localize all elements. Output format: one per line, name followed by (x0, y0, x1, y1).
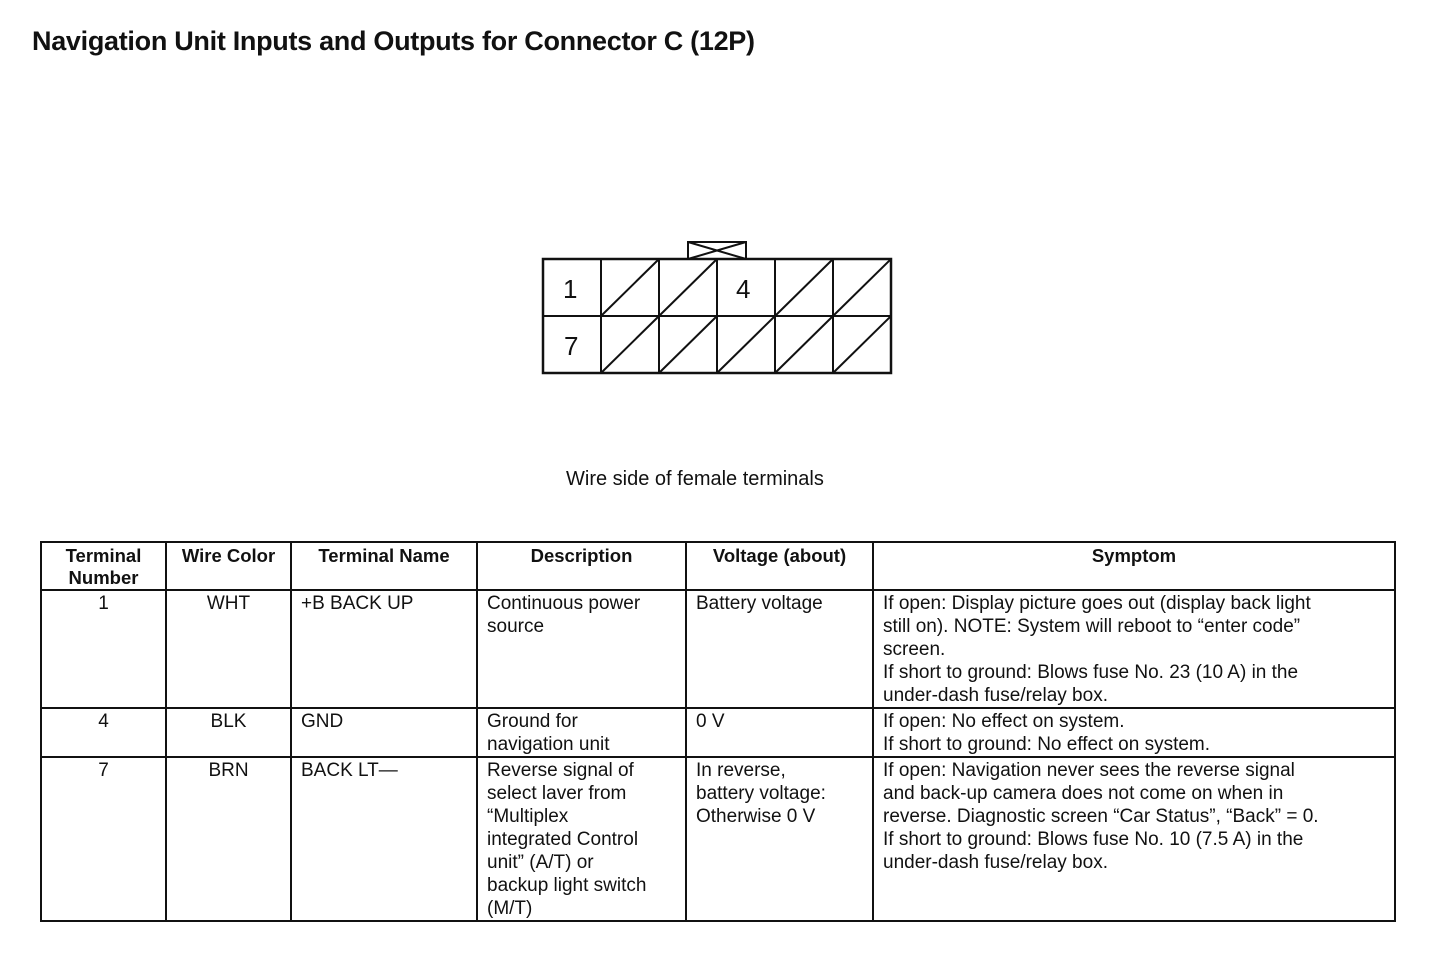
terminal-name-cell: GND (291, 708, 477, 757)
symptom-cell: If open: No effect on system. If short to ground: No effect on system. (873, 708, 1395, 757)
header-voltage: Voltage (about) (686, 542, 873, 590)
table-row (41, 757, 1395, 921)
terminal-name-cell: BACK LT— (291, 757, 477, 921)
description-cell: Continuous power source (477, 590, 686, 708)
terminal-number-cell: 4 (41, 708, 166, 757)
header-symptom: Symptom (873, 542, 1395, 590)
symptom-cell: If open: Navigation never sees the reverse signal and back-up camera does not come on when in reverse. Diagnostic screen “Car Status”, “Back” = 0. If short to ground: Blows fuse No. 10 (7.5 A) in the under-dash fuse/relay box. (873, 757, 1395, 921)
header-description: Description (477, 542, 686, 590)
wire-color-cell: BRN (166, 757, 291, 921)
connector-caption: Wire side of female terminals (566, 468, 824, 490)
voltage-cell: Battery voltage (686, 590, 873, 708)
description-cell: Ground for navigation unit (477, 708, 686, 757)
pin-label-1: 1 (563, 274, 578, 304)
pinout-table (40, 541, 1396, 922)
wire-color-cell: BLK (166, 708, 291, 757)
terminal-number-cell: 1 (41, 590, 166, 708)
table-row (41, 590, 1395, 708)
terminal-number-cell: 7 (41, 757, 166, 921)
voltage-cell: In reverse, battery voltage: Otherwise 0 V (686, 757, 873, 921)
connector-face (540, 238, 896, 378)
terminal-name-cell: +B BACK UP (291, 590, 477, 708)
page-title: Navigation Unit Inputs and Outputs for Connector C (12P) (32, 26, 755, 56)
symptom-cell: If open: Display picture goes out (display back light still on). NOTE: System will reboot to “enter code” screen. If short to ground: Blows fuse No. 23 (10 A) in the under-dash fuse/relay box. (873, 590, 1395, 708)
table-row (41, 708, 1395, 757)
voltage-cell: 0 V (686, 708, 873, 757)
header-terminal-number: Terminal Number (41, 542, 166, 590)
header-terminal-name: Terminal Name (291, 542, 477, 590)
description-cell: Reverse signal of select laver from “Multiplex integrated Control unit” (A/T) or backup light switch (M/T) (477, 757, 686, 921)
connector-diagram (540, 238, 896, 383)
table-header-row (41, 542, 1395, 590)
pin-label-4: 4 (736, 274, 751, 304)
header-wire-color: Wire Color (166, 542, 291, 590)
pin-label-7: 7 (564, 331, 579, 361)
wire-color-cell: WHT (166, 590, 291, 708)
